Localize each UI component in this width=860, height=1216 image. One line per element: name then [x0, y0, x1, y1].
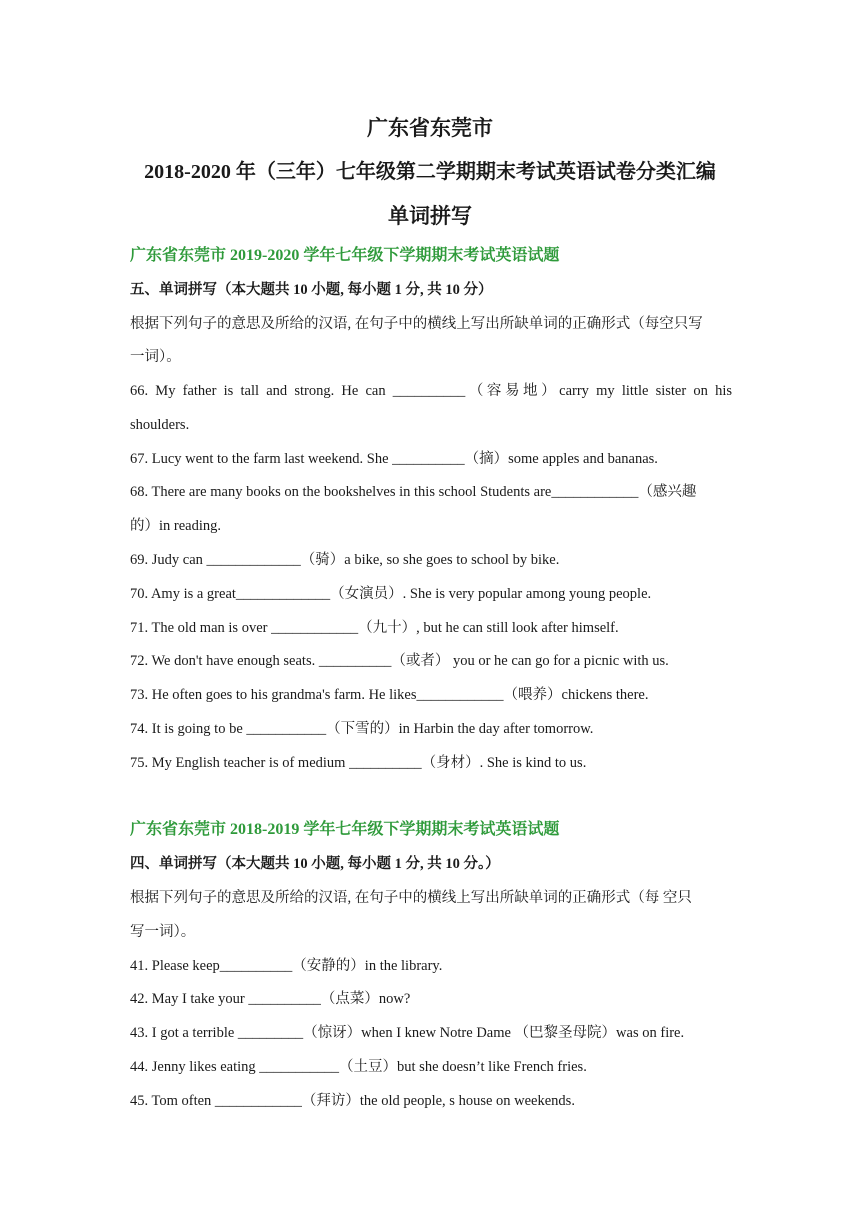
- question-72: 72. We don't have enough seats. __________（或者） you or he can go for a picnic with us.: [130, 653, 669, 669]
- doc-title-topic: 单词拼写: [388, 204, 472, 228]
- question-70: 70. Amy is a great_____________（女演员）. She is very popular among young people.: [130, 586, 652, 602]
- section2-instruction-line2: 写一词）。: [130, 924, 196, 940]
- question-73: 73. He often goes to his grandma's farm. He likes____________（喂养）chickens there.: [130, 687, 649, 703]
- section1-instruction-line1: 根据下列句子的意思及所给的汉语, 在句子中的横线上写出所缺单词的正确形式（每空只写: [130, 316, 703, 332]
- section2-instruction-line1: 根据下列句子的意思及所给的汉语, 在句子中的横线上写出所缺单词的正确形式（每 空只: [130, 890, 692, 906]
- question-74: 74. It is going to be ___________（下雪的）in Harbin the day after tomorrow.: [130, 721, 594, 737]
- question-68-line1: 68. There are many books on the bookshelves in this school Students are____________（感兴趣: [130, 484, 697, 500]
- question-75: 75. My English teacher is of medium __________（身材）. She is kind to us.: [130, 755, 587, 771]
- question-44: 44. Jenny likes eating ___________（土豆）but she doesn’t like French fries.: [130, 1059, 587, 1075]
- question-68-line2: 的）in reading.: [130, 518, 222, 534]
- question-66-line1: 66. My father is tall and strong. He can __________（容易地）carry my little sister on his: [130, 383, 732, 399]
- question-66-line2: shoulders.: [130, 417, 190, 433]
- section2-part-title: 四、单词拼写（本大题共 10 小题, 每小题 1 分, 共 10 分。）: [130, 856, 500, 872]
- question-69: 69. Judy can _____________（骑）a bike, so she goes to school by bike.: [130, 552, 560, 568]
- question-71: 71. The old man is over ____________（九十）, but he can still look after himself.: [130, 620, 619, 636]
- question-42: 42. May I take your __________（点菜）now?: [130, 991, 411, 1007]
- question-45: 45. Tom often ____________（拜访）the old people, s house on weekends.: [130, 1093, 575, 1109]
- section1-instruction-line2: 一词）。: [130, 349, 181, 365]
- question-67: 67. Lucy went to the farm last weekend. She __________（摘）some apples and bananas.: [130, 451, 658, 467]
- doc-title-years: 2018-2020 年（三年）七年级第二学期期末考试英语试卷分类汇编: [144, 161, 716, 183]
- question-41: 41. Please keep__________（安静的）in the library.: [130, 958, 443, 974]
- question-43: 43. I got a terrible _________（惊讶）when I knew Notre Dame （巴黎圣母院）was on fire.: [130, 1025, 685, 1041]
- section2-heading: 广东省东莞市 2018-2019 学年七年级下学期期末考试英语试题: [130, 821, 560, 838]
- section1-heading: 广东省东莞市 2019-2020 学年七年级下学期期末考试英语试题: [130, 247, 560, 264]
- doc-title-region: 广东省东莞市: [367, 116, 493, 140]
- section1-part-title: 五、单词拼写（本大题共 10 小题, 每小题 1 分, 共 10 分）: [130, 282, 493, 298]
